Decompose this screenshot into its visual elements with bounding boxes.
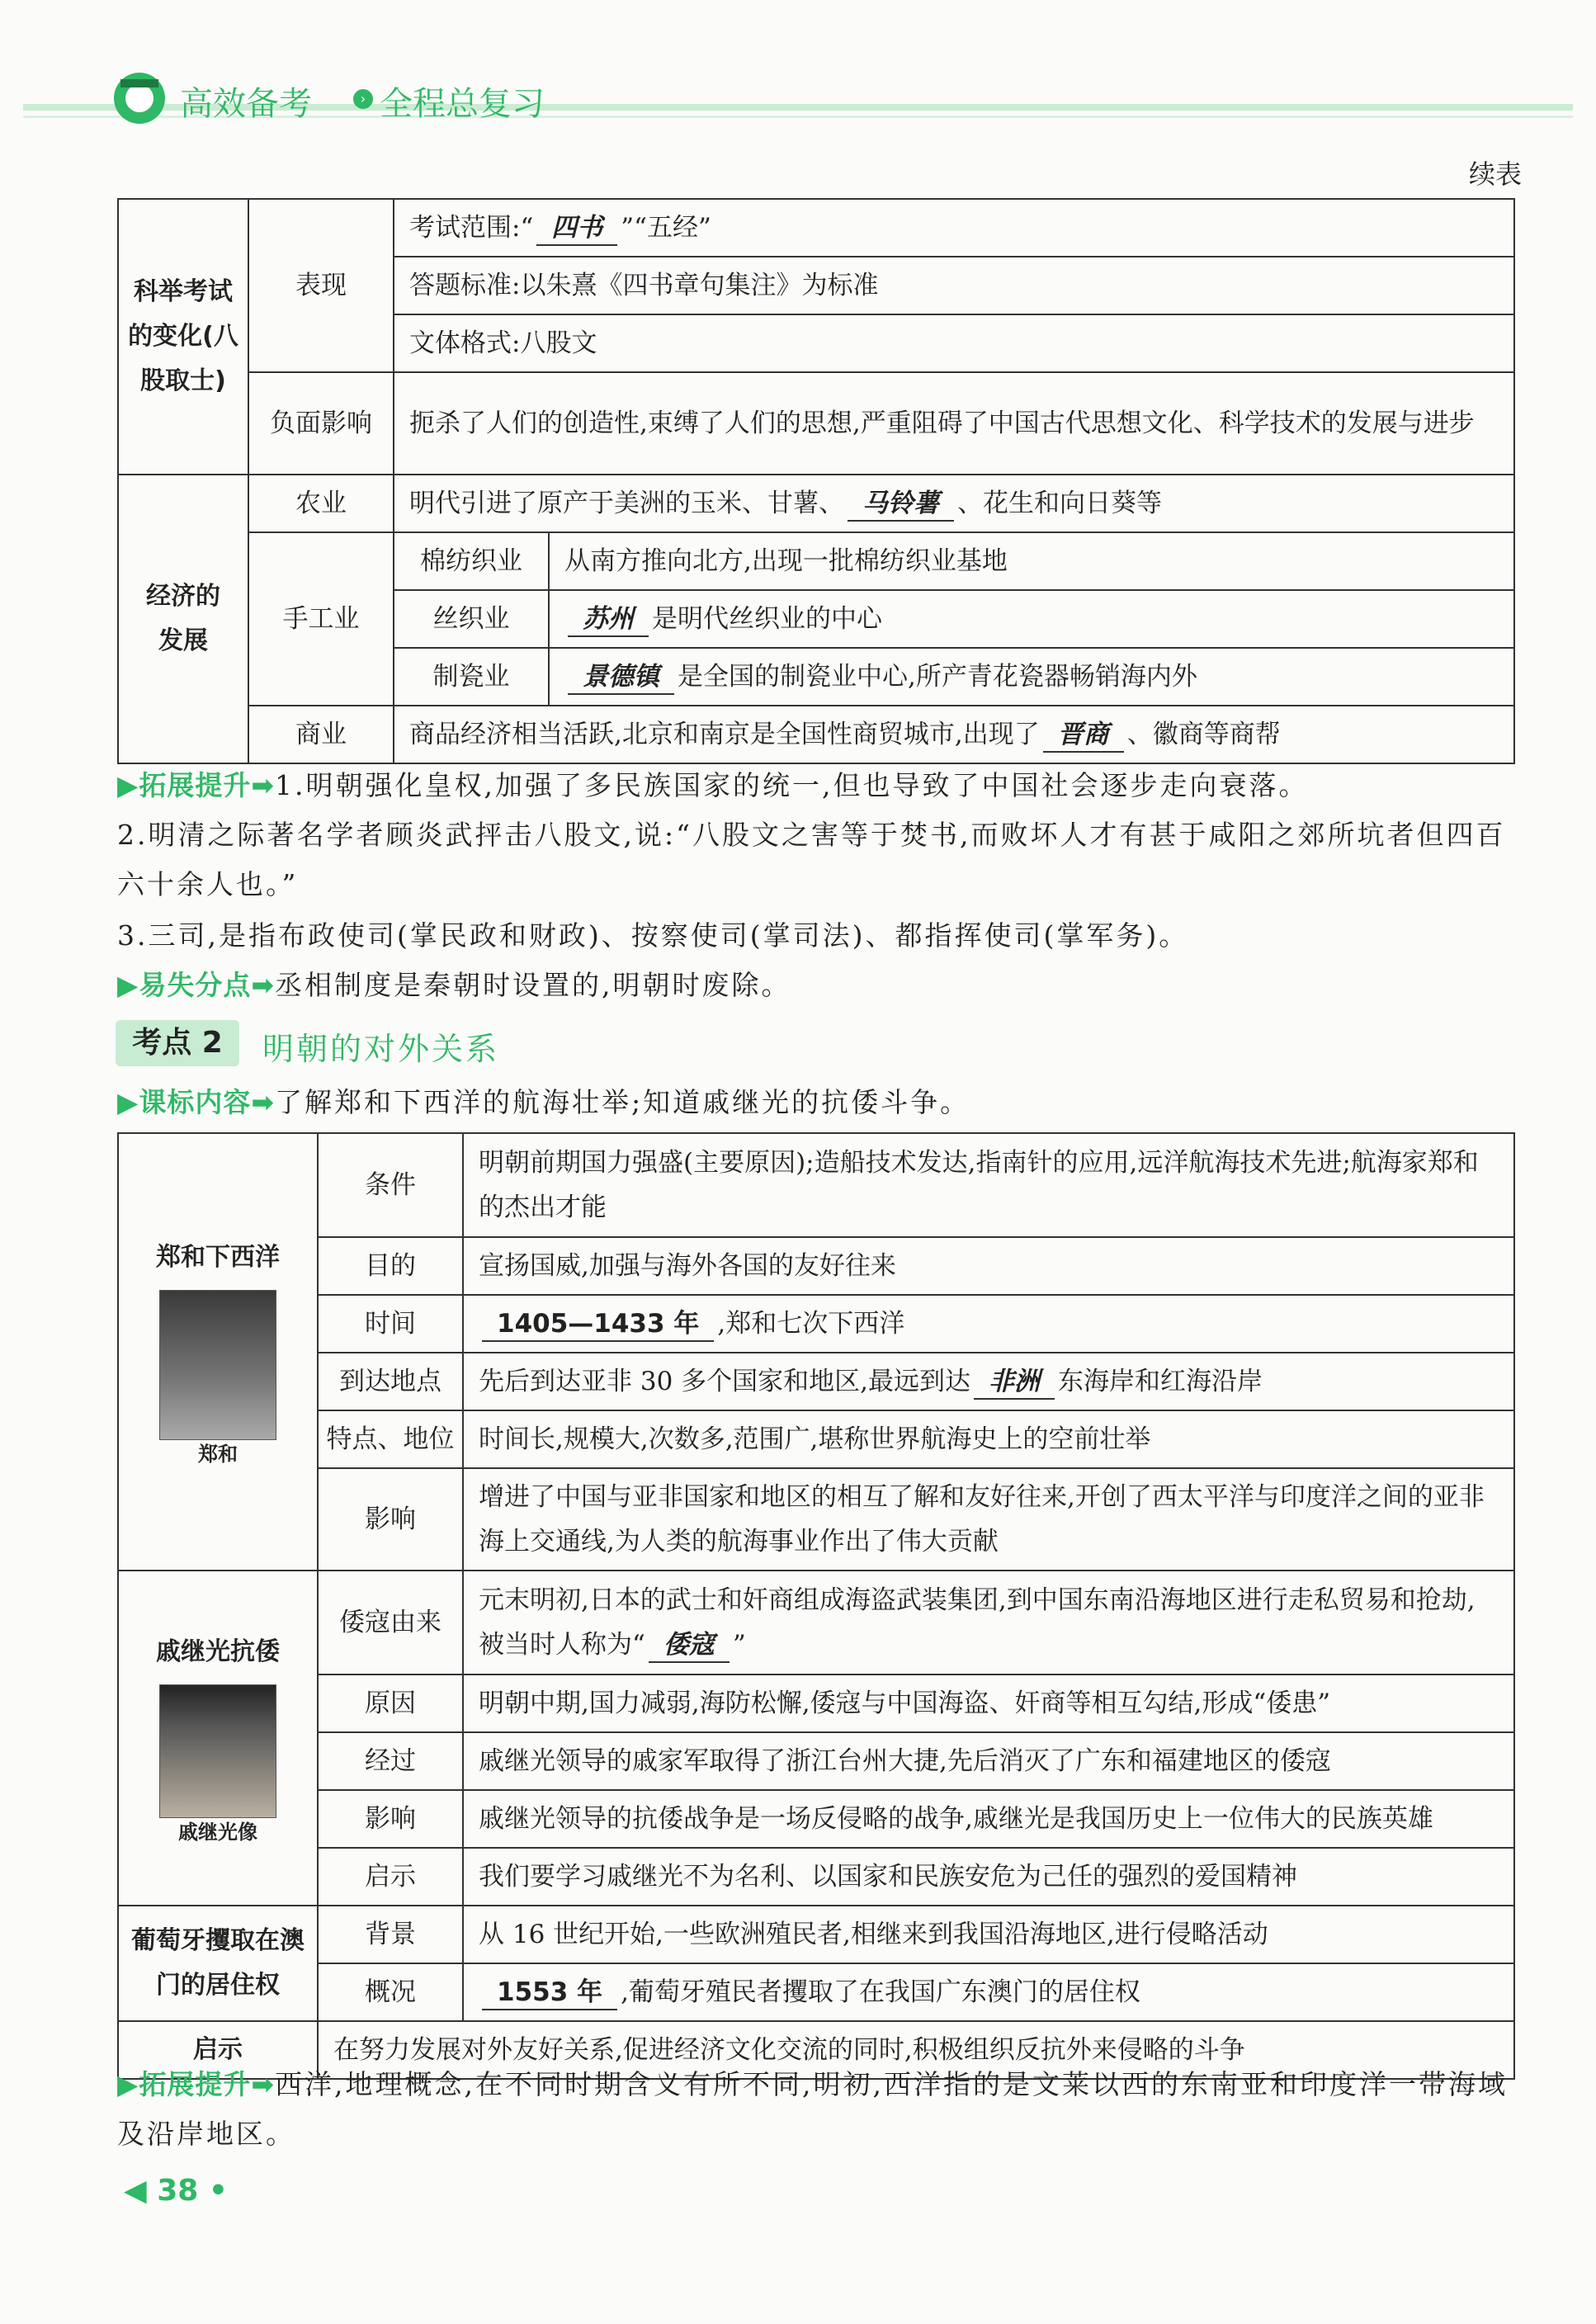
fill-answer: 四书 [536,211,617,246]
cell-fumian: 扼杀了人们的创造性,束缚了人们的思想,严重阻碍了中国古代思想文化、科学技术的发展与进步 [394,372,1514,475]
sub-header-yingxiang-1: 影响 [318,1468,463,1571]
zhenghe-caption: 郑和 [198,1442,238,1466]
sub-header-tedian: 特点、地位 [318,1410,463,1468]
fill-answer: 景德镇 [568,660,674,695]
cell-wokou: 元末明初,日本的武士和奸商组成海盗武装集团,到中国东南沿海地区进行走私贸易和抢劫,被当时人称为“ 倭寇 ” [463,1571,1514,1675]
cell-jingguo: 戚继光领导的戚家军取得了浙江台州大捷,先后消灭了广东和福建地区的倭寇 [463,1732,1514,1790]
row-header-putaoya: 葡萄牙攫取在澳门的居住权 [118,1906,318,2021]
kaodian-badge: 考点 2 [116,1020,239,1066]
sub-header-beijing: 背景 [318,1906,463,1963]
page-header [23,68,1573,132]
fill-answer: 1405—1433 年 [482,1307,714,1342]
kebiao-paragraph: ▶课标内容➡了解郑和下西洋的航海壮举;知道戚继光的抗倭斗争。 [117,1086,970,1118]
yishi-paragraph: ▶易失分点➡丞相制度是秦朝时设置的,明朝时废除。 [117,969,791,1001]
cell-yingxiang-1: 增进了中国与亚非国家和地区的相互了解和友好往来,开创了西太平洋与印度洋之间的亚非海上交通线,为人类的航海事业作出了伟大贡献 [463,1468,1514,1571]
cell-zhici: 景德镇 是全国的制瓷业中心,所产青花瓷器畅销海内外 [549,648,1514,706]
cell-yuanyin: 明朝中期,国力减弱,海防松懈,倭寇与中国海盗、奸商等相互勾结,形成“倭患” [463,1675,1514,1732]
sub-header-mianfang: 棉纺织业 [394,532,549,590]
sub-header-zhici: 制瓷业 [394,648,549,706]
cell-mudi: 宣扬国威,加强与海外各国的友好往来 [463,1237,1514,1295]
cell-qishi-1: 我们要学习戚继光不为名利、以国家和民族安危为己任的强烈的爱国精神 [463,1848,1514,1906]
sub-header-mudi: 目的 [318,1237,463,1295]
cell-mianfang: 从南方推向北方,出现一批棉纺织业基地 [549,532,1514,590]
sub-header-yuanyin: 原因 [318,1675,463,1732]
sub-header-qishi-1: 启示 [318,1848,463,1906]
sub-header-shangye: 商业 [248,706,394,763]
cell-yingxiang-2: 戚继光领导的抗倭战争是一场反侵略的战争,戚继光是我国历史上一位伟大的民族英雄 [463,1790,1514,1848]
sub-header-jingguo: 经过 [318,1732,463,1790]
tuozhan-1-line-1: ▶拓展提升➡1.明朝强化皇权,加强了多民族国家的统一,但也导致了中国社会逐步走向衰落。 [117,769,1309,801]
tuozhan-1-line-3: 3.三司,是指布政使司(掌民政和财政)、按察使司(掌司法)、都指挥使司(掌军务)。 [117,919,1189,952]
tuozhan-2-paragraph: ▶拓展提升➡西洋,地理概念,在不同时期含义有所不同,明初,西洋指的是文莱以西的东南亚和印度洋一带海域及沿岸地区。 [117,2068,1508,2150]
cell-beijing: 从 16 世纪开始,一些欧洲殖民者,相继来到我国沿海地区,进行侵略活动 [463,1906,1514,1963]
row-header-jingji: 经济的发展 [118,475,248,763]
cell-kaoshi: 考试范围:“ 四书 ”“五经” [394,199,1514,257]
cell-gaikuang: 1553 年 ,葡萄牙殖民者攫取了在我国广东澳门的居住权 [463,1963,1514,2021]
brand-title: 高效备考 [180,85,312,123]
page-number: ◀ 38 • [124,2174,228,2208]
fill-answer: 马铃薯 [848,487,954,522]
row-header-zhenghe: 郑和下西洋 郑和 [118,1133,318,1571]
fill-answer: 1553 年 [482,1976,617,2010]
sub-header-sizhi: 丝织业 [394,590,549,648]
row-header-qijiguang: 戚继光抗倭 戚继光像 [118,1571,318,1906]
cell-daoda: 先后到达亚非 30 多个国家和地区,最远到达 非洲 东海岸和红海沿岸 [463,1353,1514,1410]
cell-tiaojian: 明朝前期国力强盛(主要原因);造船技术发达,指南针的应用,远洋航海技术先进;航海家郑和的杰出才能 [463,1133,1514,1237]
row-header-qishi-2: 启示 [118,2021,318,2079]
cell-shijian: 1405—1433 年 ,郑和七次下西洋 [463,1295,1514,1353]
table-ming-politics-economy [117,198,1515,764]
qijiguang-caption: 戚继光像 [178,1820,257,1844]
cell-qishi-2: 在努力发展对外友好关系,促进经济文化交流的同时,积极组织反抗外来侵略的斗争 [318,2021,1514,2079]
row-header-keju: 科举考试的变化(八股取士) [118,199,248,475]
table-ming-foreign-relations [117,1132,1515,2080]
zhenghe-portrait [159,1290,276,1440]
qijiguang-portrait [159,1684,276,1818]
sub-header-tiaojian: 条件 [318,1133,463,1237]
sub-header-nongye: 农业 [248,475,394,532]
sub-header-fumian: 负面影响 [248,372,394,475]
sub-header-wokou: 倭寇由来 [318,1571,463,1675]
sub-header-yingxiang-2: 影响 [318,1790,463,1848]
cell-dati: 答题标准:以朱熹《四书章句集注》为标准 [394,257,1514,314]
cell-nongye: 明代引进了原产于美洲的玉米、甘薯、 马铃薯 、花生和向日葵等 [394,475,1514,532]
cell-wenti: 文体格式:八股文 [394,314,1514,372]
fill-answer: 倭寇 [649,1628,730,1663]
tuozhan-1-line-2: 2.明清之际著名学者顾炎武抨击八股文,说:“八股文之害等于焚书,而败坏人才有甚于咸阳之郊所坑者但四百六十余人也。” [117,819,1506,900]
kaodian-title: 明朝的对外关系 [262,1031,500,1067]
fill-answer: 苏州 [568,602,649,637]
continued-label: 续表 [1468,158,1522,190]
sub-header-shougong: 手工业 [248,532,394,706]
cell-tedian: 时间长,规模大,次数多,范围广,堪称世界航海史上的空前壮举 [463,1410,1514,1468]
series-title: 全程总复习 [380,85,545,123]
graduate-logo-icon [114,73,165,124]
fill-answer: 非洲 [974,1365,1055,1400]
fill-answer: 晋商 [1043,718,1124,753]
cell-sizhi: 苏州 是明代丝织业的中心 [549,590,1514,648]
sub-header-biaoxian: 表现 [248,199,394,372]
sub-header-gaikuang: 概况 [318,1963,463,2021]
sub-header-shijian: 时间 [318,1295,463,1353]
cell-shangye: 商品经济相当活跃,北京和南京是全国性商贸城市,出现了 晋商 、徽商等商帮 [394,706,1514,763]
sub-header-daoda: 到达地点 [318,1353,463,1410]
arrow-circle-icon: › [353,89,373,109]
